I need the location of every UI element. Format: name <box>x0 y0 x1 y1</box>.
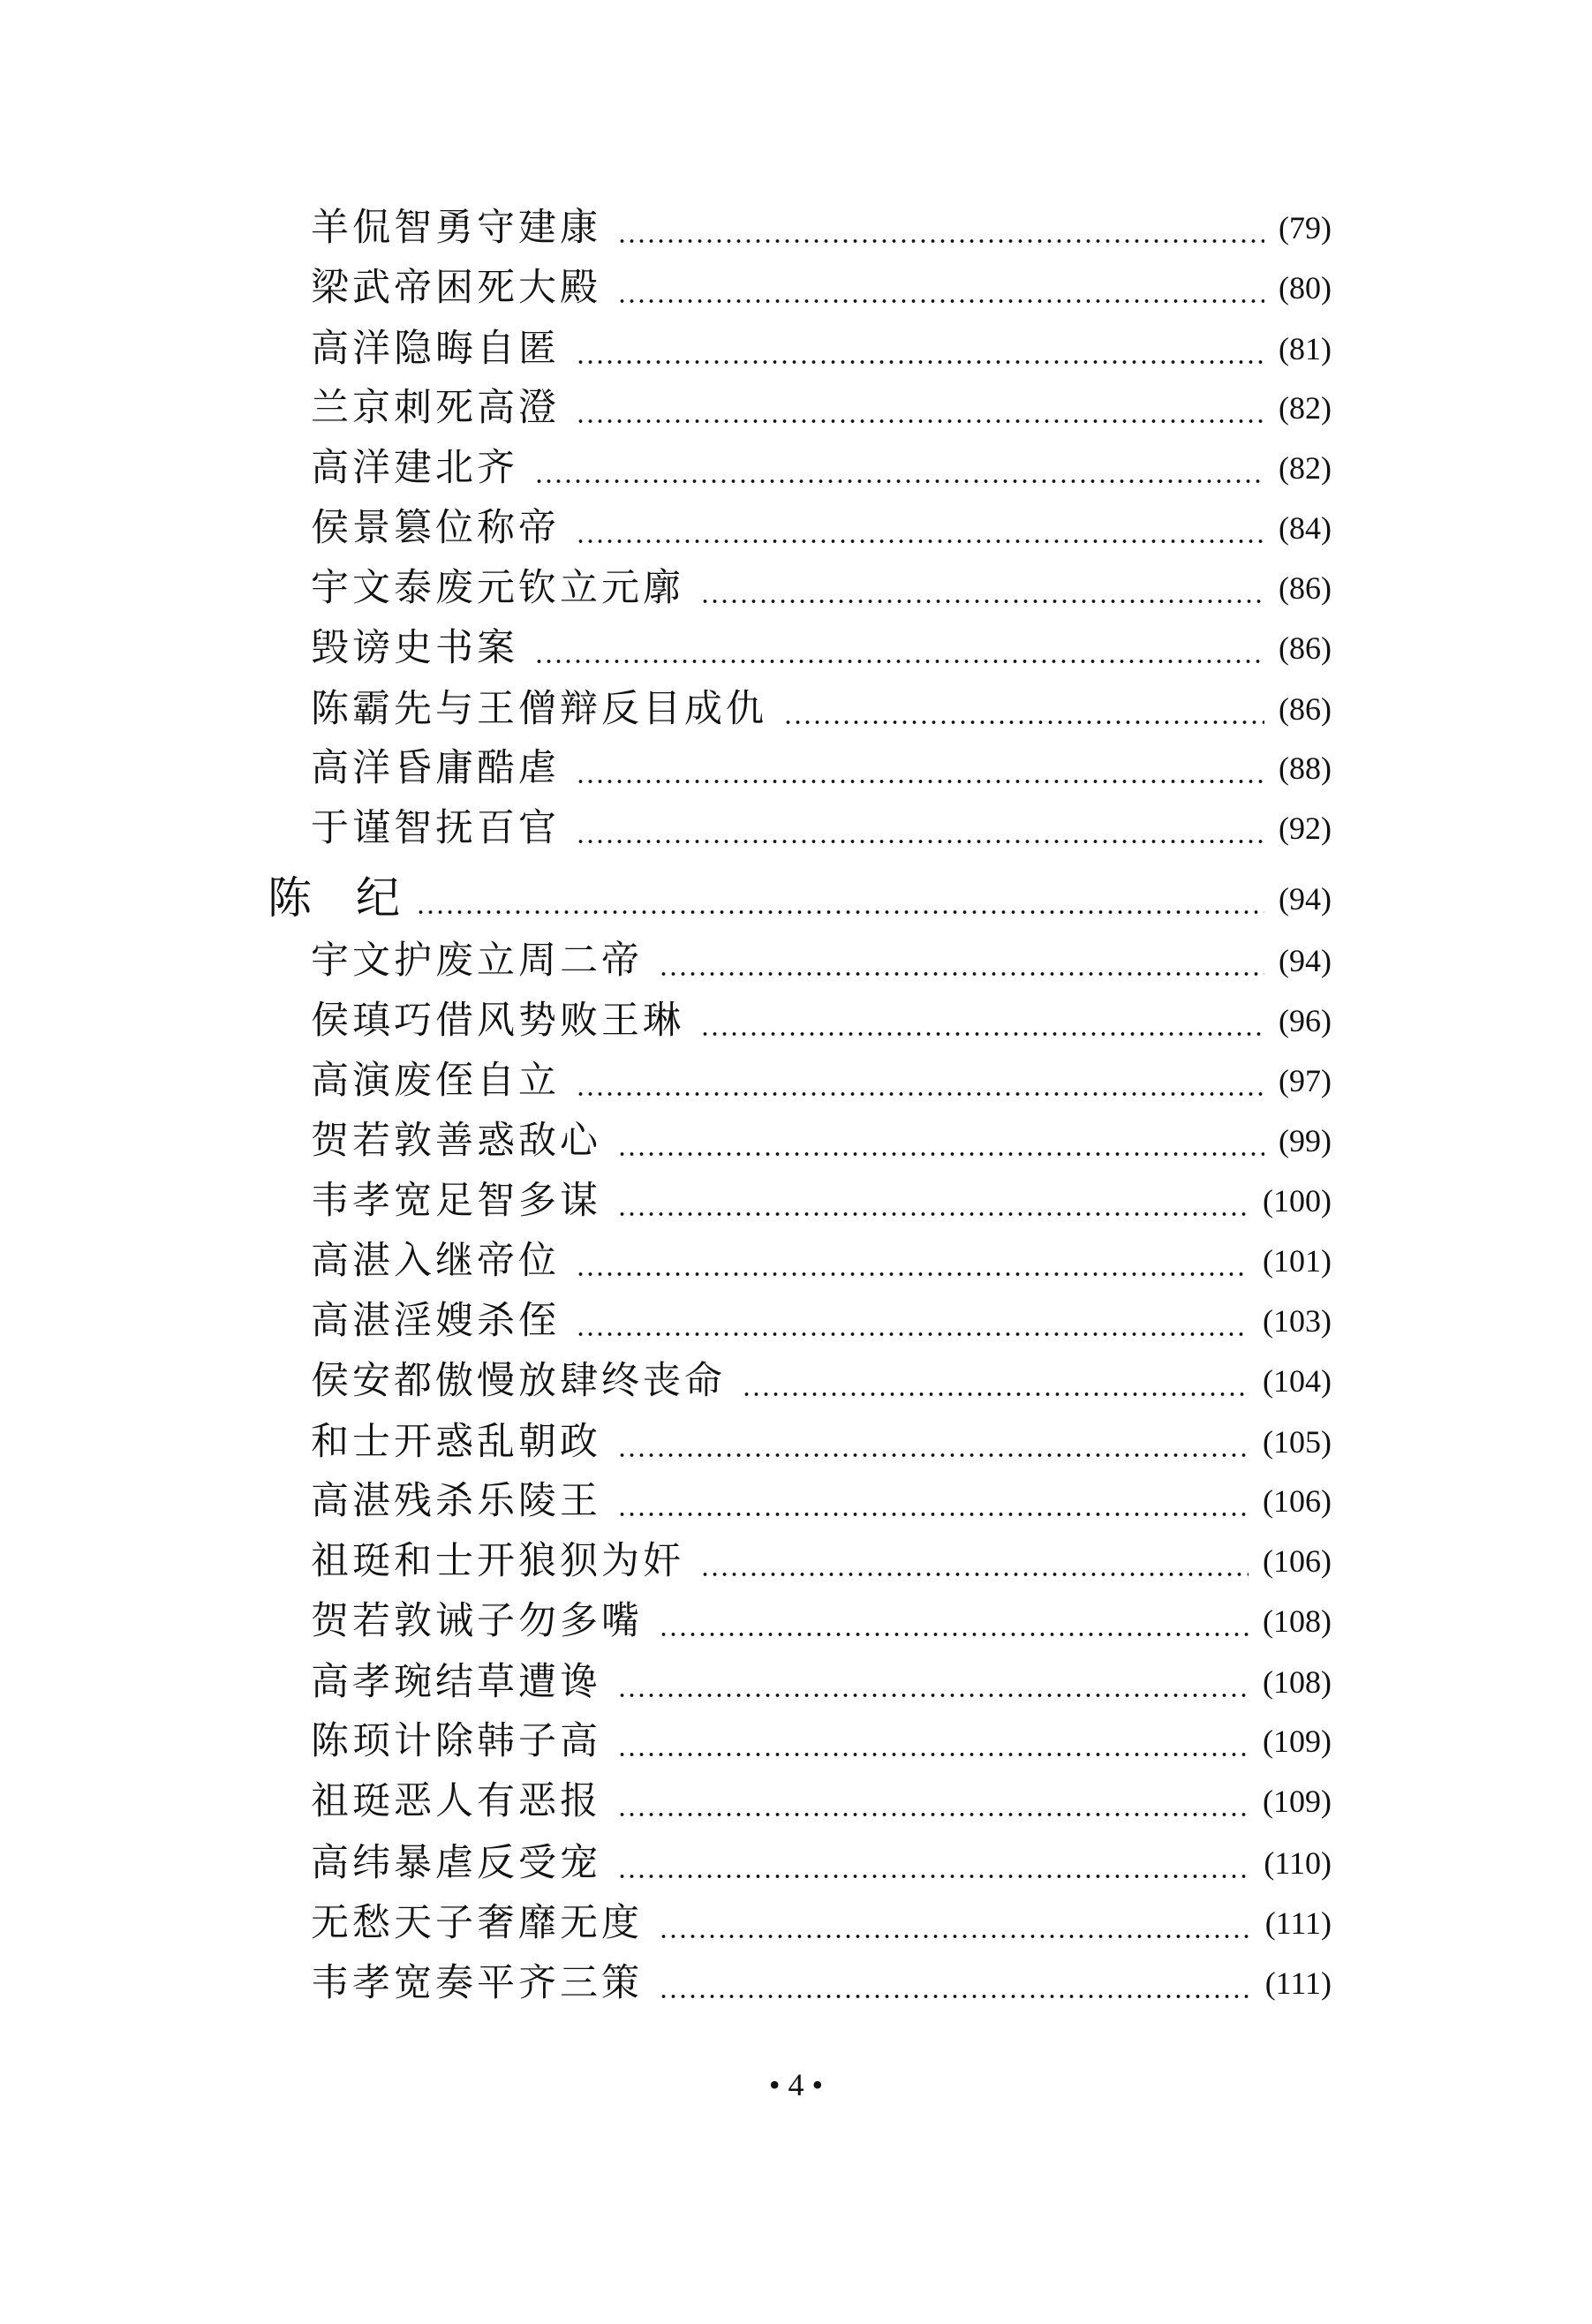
toc-entry-page: (97) <box>1279 1063 1332 1098</box>
toc-entry-title: 于谨智抚百官 <box>311 806 560 850</box>
toc-entry-page: (109) <box>1263 1724 1332 1759</box>
toc-entry-title: 陈顼计除韩子高 <box>311 1719 601 1763</box>
toc-entry-title: 羊侃智勇守建康 <box>311 206 601 250</box>
dot-leader <box>617 1452 1249 1458</box>
toc-entry-title: 高湛残杀乐陵王 <box>311 1479 601 1523</box>
toc-entry <box>311 1837 1332 1890</box>
toc-entry <box>311 1535 1332 1588</box>
dot-leader <box>416 909 1264 915</box>
dot-leader <box>659 1994 1251 1999</box>
toc-entry <box>311 441 1332 494</box>
toc-entry-title: 高湛入继帝位 <box>311 1239 560 1283</box>
toc-entry <box>311 322 1332 375</box>
dot-leader <box>617 1151 1264 1157</box>
toc-entry-title: 陈霸先与王僧辩反目成仇 <box>311 687 767 731</box>
dot-leader <box>576 1091 1264 1097</box>
dot-leader <box>617 1512 1249 1517</box>
toc-entry <box>311 934 1332 987</box>
toc-entry <box>311 994 1332 1047</box>
dot-leader <box>659 1934 1251 1939</box>
toc-entry-page: (96) <box>1279 1003 1332 1038</box>
toc-entry <box>311 802 1332 855</box>
toc-entry <box>311 562 1332 615</box>
toc-entry-title: 梁武帝困死大殿 <box>311 266 601 310</box>
dot-leader <box>576 1271 1249 1277</box>
toc-entry-page: (86) <box>1279 630 1332 666</box>
toc-entry <box>311 261 1332 314</box>
toc-entry <box>311 381 1332 434</box>
dot-leader <box>576 419 1264 424</box>
dot-leader <box>700 1031 1264 1037</box>
toc-entry <box>311 1897 1332 1950</box>
toc-entry-title: 毁谤史书案 <box>311 626 518 670</box>
dot-leader <box>534 659 1264 664</box>
toc-entry <box>311 1174 1332 1227</box>
toc-entry <box>311 1595 1332 1648</box>
toc-entry-title: 高孝琬结草遭谗 <box>311 1660 601 1704</box>
toc-entry <box>311 201 1332 254</box>
toc-entry-title: 宇文护废立周二帝 <box>311 939 643 983</box>
toc-entry-page: (86) <box>1279 570 1332 606</box>
toc-entry <box>311 683 1332 736</box>
dot-leader <box>659 971 1264 977</box>
toc-entry-title: 祖珽和士开狼狈为奸 <box>311 1539 684 1583</box>
toc-entry-page: (94) <box>1279 943 1332 978</box>
toc-entry <box>311 502 1332 555</box>
toc-entry-page: (111) <box>1264 1966 1332 2001</box>
dot-leader <box>617 298 1264 304</box>
dot-leader <box>576 539 1264 544</box>
toc-entry-page: (81) <box>1279 331 1332 366</box>
dot-leader <box>576 1332 1249 1337</box>
dot-leader <box>742 1392 1249 1397</box>
toc-entry-title: 侯景篡位称帝 <box>311 506 560 550</box>
dot-leader <box>617 1812 1249 1817</box>
toc-entry <box>311 622 1332 675</box>
toc-entry-page: (110) <box>1264 1845 1332 1881</box>
toc-entry-page: (94) <box>1279 881 1332 917</box>
toc-entry-page: (106) <box>1263 1543 1332 1579</box>
toc-entry-page: (108) <box>1263 1664 1332 1700</box>
toc-entry <box>311 1415 1332 1468</box>
toc-entry <box>311 1294 1332 1347</box>
toc-entry-page: (100) <box>1263 1183 1332 1219</box>
dot-leader <box>617 1211 1249 1217</box>
toc-entry-title: 高洋建北齐 <box>311 446 518 490</box>
toc-entry <box>311 1114 1332 1167</box>
dot-leader <box>783 720 1264 725</box>
toc-entry-title: 高演废侄自立 <box>311 1059 560 1103</box>
dot-leader <box>576 779 1264 784</box>
dot-leader <box>576 359 1264 365</box>
toc-entry <box>311 1475 1332 1528</box>
toc-entry-title: 宇文泰废元钦立元廓 <box>311 566 684 610</box>
dot-leader <box>700 1572 1249 1577</box>
toc-entry-page: (82) <box>1279 450 1332 486</box>
toc-entry-title: 高洋昏庸酷虐 <box>311 746 560 790</box>
toc-entry <box>311 1234 1332 1287</box>
toc-entry-title: 高洋隐晦自匿 <box>311 327 560 371</box>
toc-entry-page: (106) <box>1263 1483 1332 1519</box>
toc-entry-title: 贺若敦诫子勿多嘴 <box>311 1599 643 1643</box>
toc-entry-title: 侯瑱巧借风势败王琳 <box>311 999 684 1043</box>
toc-entry-page: (105) <box>1263 1424 1332 1460</box>
dot-leader <box>617 238 1264 244</box>
toc-entry-page: (92) <box>1279 811 1332 846</box>
dot-leader <box>659 1632 1249 1637</box>
dot-leader <box>534 479 1264 484</box>
dot-leader <box>700 599 1264 604</box>
dot-leader <box>617 1693 1249 1698</box>
toc-entry-title: 和士开惑乱朝政 <box>311 1420 601 1464</box>
toc-entry-page: (104) <box>1263 1363 1332 1399</box>
toc-entry-title: 侯安都傲慢放肆终丧命 <box>311 1359 726 1403</box>
toc-entry <box>311 1354 1332 1407</box>
toc-entry-page: (103) <box>1263 1303 1332 1339</box>
toc-entry-title: 祖珽恶人有恶报 <box>311 1779 601 1823</box>
toc-entry-page: (86) <box>1279 691 1332 727</box>
toc-entry-page: (99) <box>1279 1123 1332 1158</box>
toc-entry-page: (109) <box>1263 1784 1332 1819</box>
toc-entry-page: (82) <box>1279 390 1332 426</box>
toc-entry-title: 贺若敦善惑敌心 <box>311 1119 601 1163</box>
toc-entry <box>311 1656 1332 1709</box>
toc-entry <box>311 1775 1332 1828</box>
toc-entry-title: 韦孝宽奏平齐三策 <box>311 1961 643 2005</box>
toc-section-heading <box>268 872 1332 925</box>
page-number: • 4 • <box>768 2067 824 2102</box>
toc-entry-page: (101) <box>1263 1243 1332 1279</box>
toc-entry <box>311 1054 1332 1107</box>
dot-leader <box>617 1874 1249 1879</box>
dot-leader <box>576 839 1264 844</box>
toc-entry-page: (84) <box>1279 510 1332 546</box>
toc-entry-page: (111) <box>1264 1905 1332 1941</box>
toc-entry-title: 高纬暴虐反受宠 <box>311 1841 601 1885</box>
toc-entry-title: 兰京刺死高澄 <box>311 386 560 430</box>
toc-entry <box>311 1957 1332 2010</box>
toc-entry-page: (108) <box>1263 1603 1332 1639</box>
toc-entry-title: 高湛淫嫂杀侄 <box>311 1299 560 1343</box>
toc-entry <box>311 1715 1332 1768</box>
toc-entry-title: 陈 纪 <box>268 872 400 924</box>
toc-entry-title: 无愁天子奢靡无度 <box>311 1901 643 1945</box>
toc-entry-page: (88) <box>1279 751 1332 786</box>
toc-entry <box>311 742 1332 795</box>
dot-leader <box>617 1752 1249 1757</box>
toc-entry-page: (79) <box>1279 210 1332 245</box>
toc-entry-page: (80) <box>1279 270 1332 306</box>
toc-entry-title: 韦孝宽足智多谋 <box>311 1179 601 1223</box>
